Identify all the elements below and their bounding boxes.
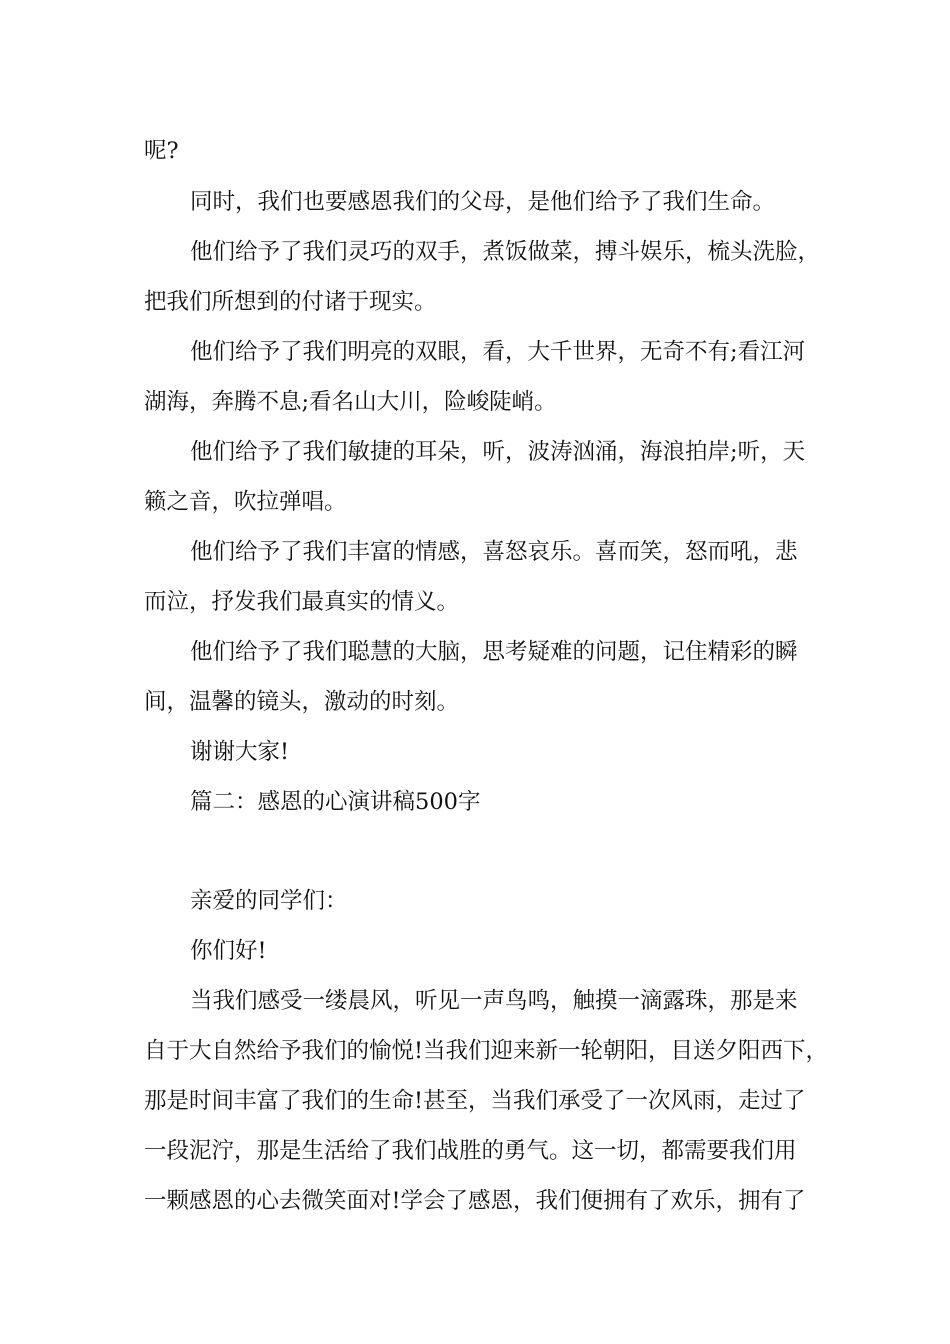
text-line: 把我们所想到的付诸于现实。 bbox=[144, 289, 437, 315]
text-line: 当我们感受一缕晨风，听见一声鸟鸣，触摸一滴露珠，那是来 bbox=[190, 988, 798, 1014]
text-line: 籁之音，吹拉弹唱。 bbox=[144, 489, 347, 515]
text-line: 他们给予了我们灵巧的双手，煮饭做菜，搏斗娱乐，梳头洗脸， bbox=[190, 239, 821, 265]
text-line: 湖海，奔腾不息;看名山大川，险峻陡峭。 bbox=[144, 389, 557, 415]
section-heading: 篇二：感恩的心演讲稿500字 bbox=[190, 789, 481, 815]
text-line: 一段泥泞，那是生活给了我们战胜的勇气。这一切，都需要我们用 bbox=[144, 1138, 797, 1164]
text-line: 同时，我们也要感恩我们的父母，是他们给予了我们生命。 bbox=[190, 189, 776, 215]
text-line: 而泣，抒发我们最真实的情义。 bbox=[144, 589, 460, 615]
text-line: 自于大自然给予我们的愉悦!当我们迎来新一轮朝阳，目送夕阳西下， bbox=[144, 1038, 829, 1064]
text-line: 那是时间丰富了我们的生命!甚至，当我们承受了一次风雨，走过了 bbox=[144, 1088, 806, 1114]
text-line: 他们给予了我们丰富的情感，喜怒哀乐。喜而笑，怒而吼，悲 bbox=[190, 539, 798, 565]
text-line: 呢? bbox=[144, 138, 179, 164]
text-line: 谢谢大家! bbox=[190, 739, 290, 765]
text-line: 亲爱的同学们： bbox=[190, 888, 348, 914]
text-line: 他们给予了我们聪慧的大脑，思考疑难的问题，记住精彩的瞬 bbox=[190, 639, 798, 665]
text-line: 你们好! bbox=[190, 938, 267, 964]
text-line: 他们给予了我们明亮的双眼，看，大千世界，无奇不有;看江河 bbox=[190, 339, 806, 365]
text-line: 一颗感恩的心去微笑面对!学会了感恩，我们便拥有了欢乐，拥有了 bbox=[144, 1188, 806, 1214]
text-line: 他们给予了我们敏捷的耳朵，听，波涛汹涌，海浪拍岸;听，天 bbox=[190, 439, 806, 465]
text-line: 间，温馨的镜头，激动的时刻。 bbox=[144, 689, 460, 715]
